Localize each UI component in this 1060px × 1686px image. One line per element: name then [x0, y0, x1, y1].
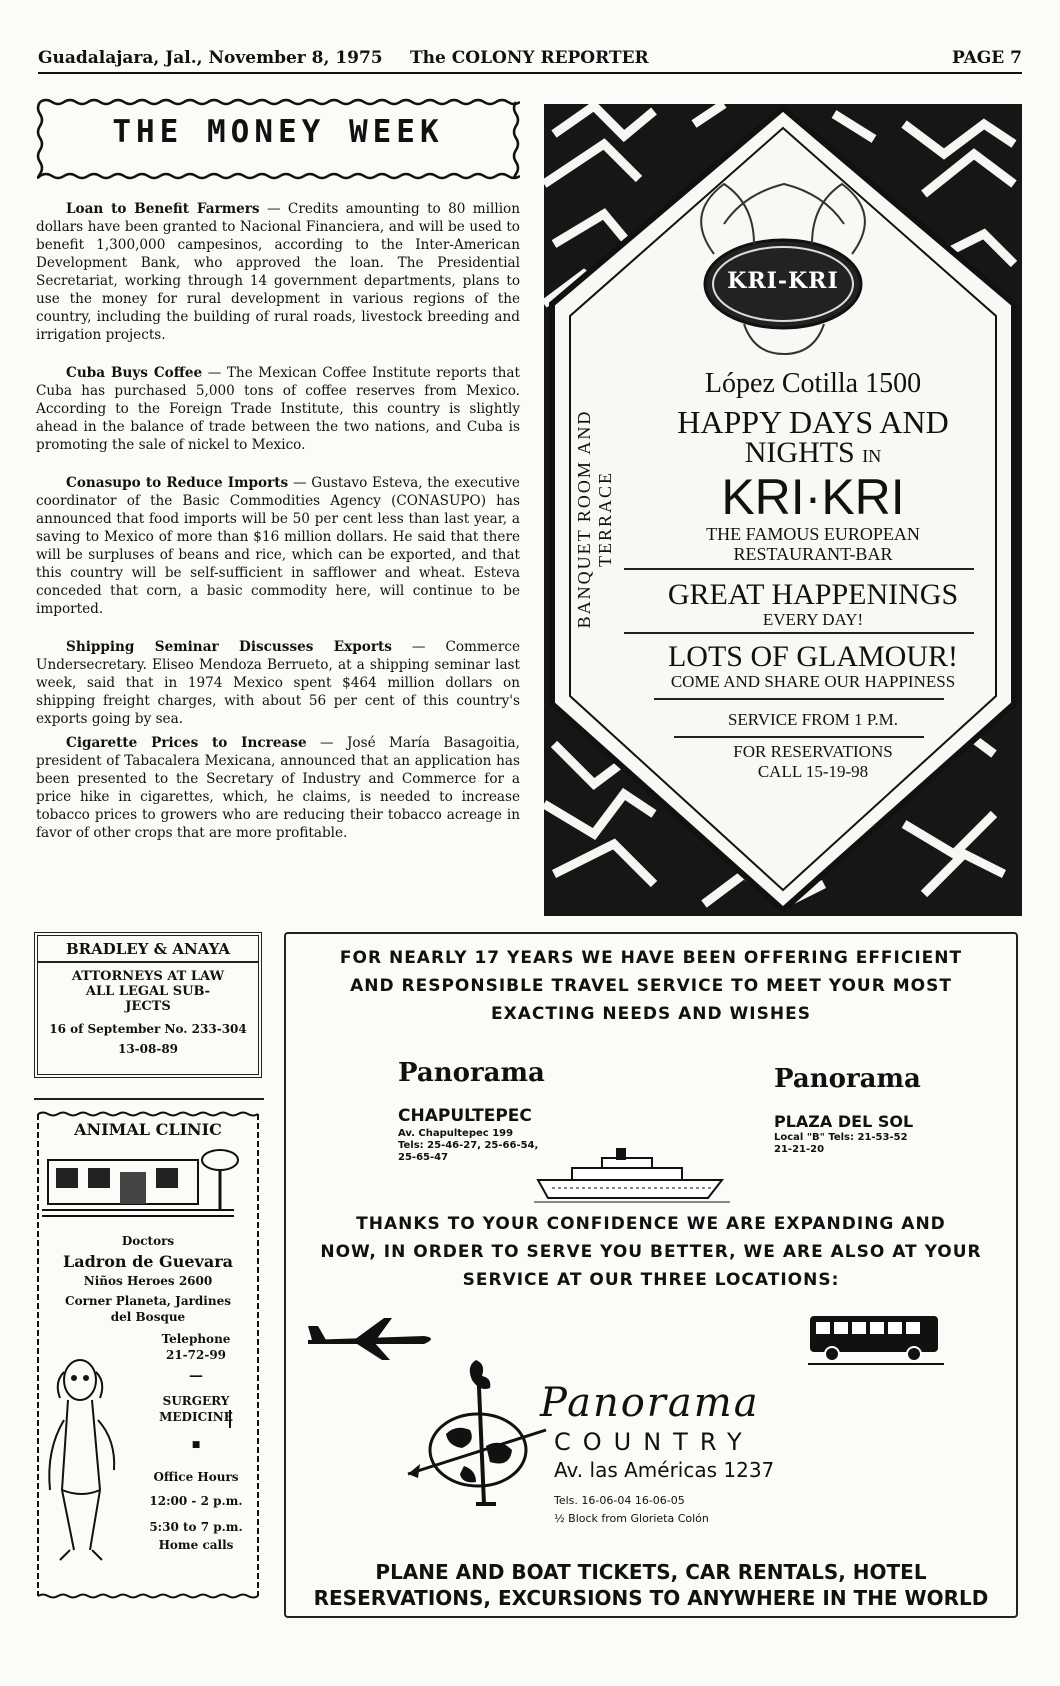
every-day: EVERY DAY! [762, 610, 864, 629]
great-happenings: GREAT HAPPENINGS [667, 578, 959, 611]
clinic-dash: — [189, 1368, 203, 1384]
clinic-tel: 21-72-99 [165, 1348, 227, 1362]
divider [624, 568, 974, 570]
page-number: PAGE 7 [952, 48, 1022, 68]
in-text: IN [862, 446, 882, 466]
article-headline: Conasupo to Reduce Imports [66, 475, 289, 491]
headline-nights [604, 436, 1022, 470]
clinic-tel-label: Telephone [161, 1332, 231, 1346]
article-body: — Credits amounting to 80 million dollars have been granted to Nacional Financiera, and will be used to benefit 1,300,000 campesinos, according to the Inter-American Development Bank, who approved the loan. The Presidential Secretariat, working through 14 government departments, plans to use the money for rural development in various regions of the country, including the building of rural roads, livestock breeding and irrigation projects. [36, 201, 520, 343]
headline-happy-days: HAPPY DAYS AND [677, 404, 949, 440]
article-headline: Loan to Benefit Farmers [66, 201, 260, 217]
money-week-heading-box [36, 98, 520, 182]
krikri-ad-text [544, 104, 1022, 916]
clinic-home-calls: Home calls [158, 1538, 234, 1552]
chapultepec-tels2: 25-65-47 [398, 1152, 449, 1163]
service-hours: SERVICE FROM 1 P.M. [727, 710, 899, 729]
krikri-advertisement [544, 104, 1022, 916]
nights-text: NIGHTS [744, 436, 855, 469]
clinic-corner2: del Bosque [110, 1310, 186, 1324]
tagline-famous: THE FAMOUS EUROPEAN [706, 524, 920, 544]
brand-chapultepec: Panorama [398, 1058, 545, 1088]
clinic-corner1: Corner Planeta, Jardines [65, 1294, 231, 1308]
header-rule [38, 72, 1022, 74]
firm-phone: 13-08-89 [117, 1042, 179, 1056]
tagline-restaurant: RESTAURANT-BAR [733, 544, 893, 564]
bradley-anaya-ad [34, 932, 262, 1078]
globe-rooster-logo [406, 1354, 556, 1524]
clinic-street: Niños Heroes 2600 [83, 1274, 213, 1288]
clinic-title: ANIMAL CLINIC [74, 1120, 222, 1139]
country-script-logo: Panorama [540, 1380, 760, 1426]
firm-address: 16 of September No. 233-304 [49, 1022, 247, 1036]
thanks-line1: THANKS TO YOUR CONFIDENCE WE ARE EXPANDING AND [356, 1214, 946, 1234]
country-title: COUNTRY [554, 1428, 754, 1456]
article-headline: Cigarette Prices to Increase [66, 735, 307, 751]
country-directions: ½ Block from Glorieta Colón [554, 1512, 709, 1525]
clinic-hours-label: Office Hours [153, 1470, 239, 1484]
plaza-del-sol-tels: Local "B" Tels: 21-53-52 [774, 1132, 908, 1143]
article-cigarette-prices [36, 734, 520, 842]
newspaper-name: The COLONY REPORTER [410, 48, 649, 68]
firm-name: BRADLEY & ANAYA [38, 940, 258, 963]
plaza-del-sol-tels2: 21-21-20 [774, 1144, 825, 1155]
article-headline: Shipping Seminar Discusses Exports [66, 639, 392, 655]
branch-plaza-del-sol: PLAZA DEL SOL [774, 1112, 914, 1131]
clinic-doctor-name: Ladron de Guevara [63, 1252, 233, 1271]
clinic-hours2: 5:30 to 7 p.m. [149, 1520, 243, 1534]
dog-doctor-illustration [49, 1360, 114, 1560]
clinic-medicine: MEDICINE [159, 1410, 233, 1424]
reservations-label: FOR RESERVATIONS [733, 742, 893, 761]
footer-line2: RESERVATIONS, EXCURSIONS TO ANYWHERE IN THE WORLD [313, 1586, 989, 1610]
chapultepec-tels: Tels: 25-46-27, 25-66-54, [398, 1140, 539, 1151]
address: López Cotilla 1500 [704, 368, 922, 399]
article-body: — The Mexican Coffee Institute reports that Cuba has purchased 5,000 tons of coffee reserves from Mexico. According to the Foreign Trade Institute, this country is slightly ahead in the balance of trade between the two nations, and Cuba is promoting the sale of nickel to Mexico. [36, 365, 520, 453]
divider [654, 698, 944, 700]
krikri-logo-text: KRI-KRI [727, 268, 839, 294]
panorama-travel-ad [284, 932, 1018, 1618]
dateline: Guadalajara, Jal., November 8, 1975 [38, 48, 383, 68]
article-shipping-seminar [36, 638, 520, 728]
thanks-line3: SERVICE AT OUR THREE LOCATIONS: [462, 1270, 840, 1290]
firm-line2: ALL LEGAL SUB- [85, 984, 211, 999]
bus-icon [806, 1308, 946, 1368]
section-title: THE MONEY WEEK [112, 114, 444, 150]
article-loan-farmers [36, 200, 520, 344]
intro-line1: FOR NEARLY 17 YEARS WE HAVE BEEN OFFERING EFFICIENT [339, 948, 963, 968]
ship-icon [532, 1146, 732, 1206]
branch-chapultepec: CHAPULTEPEC [398, 1106, 532, 1126]
animal-clinic-ad [34, 1110, 262, 1600]
intro-line3: EXACTING NEEDS AND WISHES [491, 1004, 811, 1024]
come-and-share: COME AND SHARE OUR HAPPINESS [670, 672, 956, 691]
article-headline: Cuba Buys Coffee [66, 365, 203, 381]
restaurant-name: KRI·KRI [721, 469, 905, 525]
country-address: Av. las Américas 1237 [554, 1458, 775, 1482]
clinic-doctors: Doctors [121, 1234, 175, 1248]
article-conasupo [36, 474, 520, 618]
footer-line1: PLANE AND BOAT TICKETS, CAR RENTALS, HOTEL [375, 1560, 927, 1584]
chapultepec-address: Av. Chapultepec 199 [398, 1128, 514, 1139]
firm-line1: ATTORNEYS AT LAW [71, 969, 225, 984]
divider [624, 632, 974, 634]
clinic-building-illustration [42, 1150, 238, 1216]
side-vertical-text: BANQUET ROOM AND TERRACE [574, 409, 615, 629]
brand-plaza-del-sol: Panorama [774, 1064, 921, 1094]
money-week-articles [36, 200, 520, 862]
column-rule [34, 1098, 264, 1100]
firm-line3: JECTS [125, 999, 171, 1014]
divider [674, 736, 924, 738]
reservations-phone: CALL 15-19-98 [757, 762, 869, 781]
article-body: — Gustavo Esteva, the executive coordinator of the Basic Commodities Agency (CONASUPO) has announced that food imports will be 50 per cent less than last year, a saving to Mexico of more than $16 million dollars. He said that there will be surpluses of beans and rice, which can be exported, and that this country will be self-sufficient in safflower and wheat. Esteva conceded that corn, a basic commodity here, will continue to be imported. [36, 475, 520, 617]
intro-line2: AND RESPONSIBLE TRAVEL SERVICE TO MEET YOUR MOST [350, 976, 952, 996]
page-header [38, 44, 1022, 74]
clinic-surgery: SURGERY [162, 1394, 230, 1408]
thanks-line2: NOW, IN ORDER TO SERVE YOU BETTER, WE ARE ALSO AT YOUR [320, 1242, 982, 1262]
lots-of-glamour: LOTS OF GLAMOUR! [667, 640, 958, 673]
article-body: — José María Basagoitia, president of Tabacalera Mexicana, announced that an application has been presented to the Secretary of Industry and Commerce for a price hike in cigarettes, which, he claims, is needed to increase tobacco prices to growers who are reducing their tobacco acreage in favor of other crops that are more profitable. [36, 735, 520, 841]
article-cuba-coffee [36, 364, 520, 454]
clinic-bullet: ■ [191, 1440, 201, 1450]
clinic-hours1: 12:00 - 2 p.m. [149, 1494, 243, 1508]
country-tels: Tels. 16-06-04 16-06-05 [554, 1494, 685, 1507]
article-body: — Commerce Undersecretary. Eliseo Mendoza Berrueto, at a shipping seminar last week, said that in 1974 Mexico spent $464 million dollars on shipping freight charges, with about 56 per cent of this country's exports going by sea. [36, 639, 521, 727]
